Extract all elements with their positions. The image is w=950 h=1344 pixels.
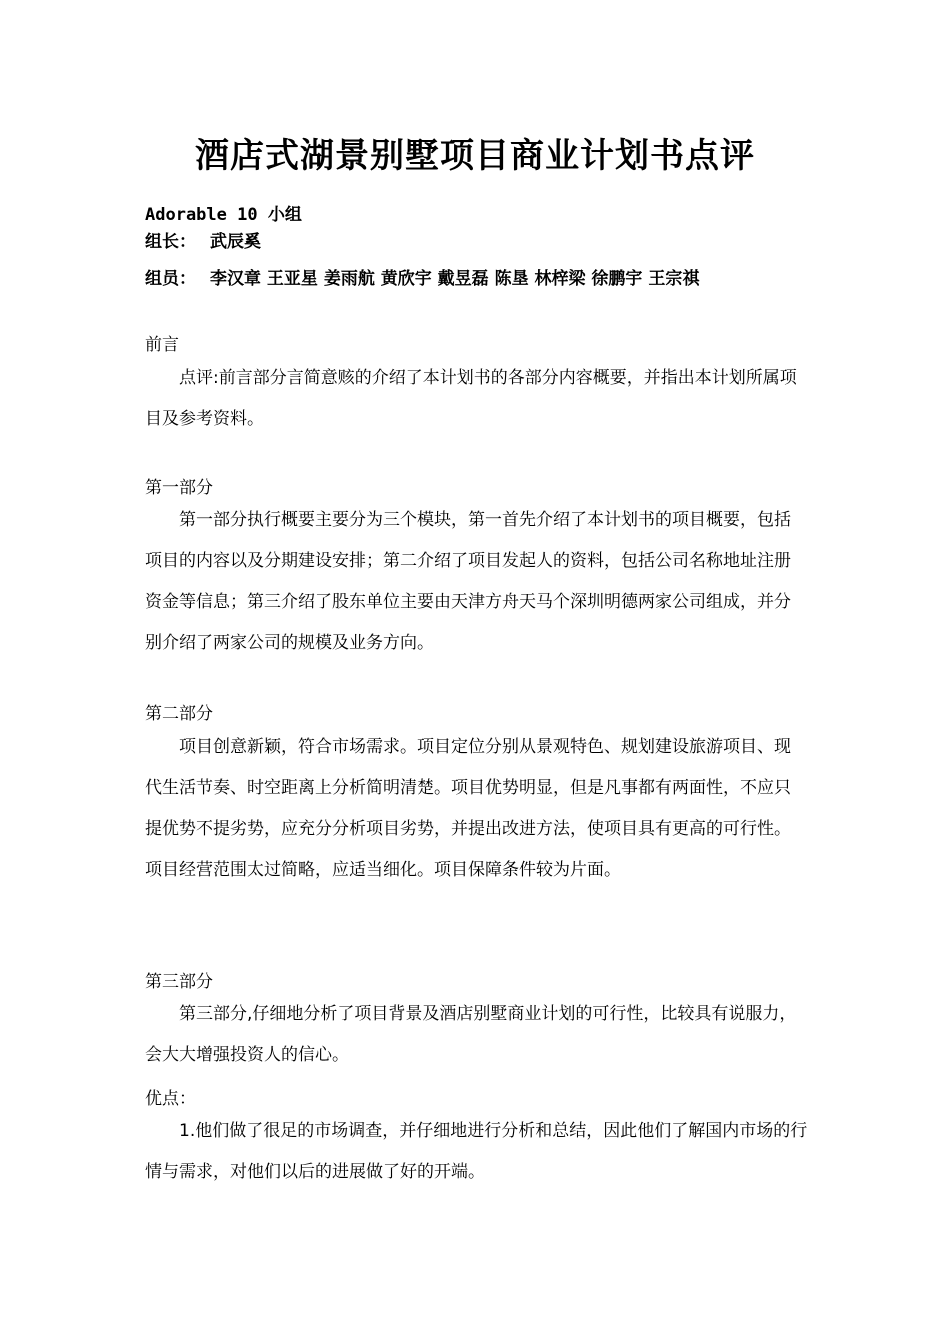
group-name-text: Adorable 10 小组 (145, 205, 302, 225)
section-text-preface: 点评:前言部分言简意赅的介绍了本计划书的各部分内容概要，并指出本计划所属项目及参考资料。 (145, 368, 797, 429)
section-heading-part1: 第一部分 (145, 478, 213, 498)
members-list: 李汉章 王亚星 姜雨航 黄欣宇 戴昱磊 陈垦 林梓梁 徐鹏宇 王宗祺 (210, 269, 700, 289)
section-heading-part2: 第二部分 (145, 704, 213, 724)
document-title: 酒店式湖景别墅项目商业计划书点评 (195, 136, 755, 176)
section-heading-preface: 前言 (145, 335, 179, 355)
leader-label: 组长： (145, 232, 196, 252)
section-heading-part3: 第三部分 (145, 972, 213, 992)
group-name (145, 200, 302, 225)
section-text-part1: 第一部分执行概要主要分为三个模块，第一首先介绍了本计划书的项目概要，包括项目的内容以及分期建设安排；第二介绍了项目发起人的资料，包括公司名称地址注册资金等信息；第三介绍了股东单位主要由天津方舟天马个深圳明德两家公司组成，并分别介绍了两家公司的规模及业务方向。 (145, 510, 791, 653)
section-text-part3: 第三部分,仔细地分析了项目背景及酒店别墅商业计划的可行性，比较具有说服力，会大大增强投资人的信心。 (145, 1004, 797, 1065)
group-leader-line (145, 227, 261, 252)
leader-name: 武辰奚 (210, 232, 261, 252)
members-label: 组员： (145, 269, 196, 289)
advantages-label: 优点： (145, 1089, 196, 1109)
group-members-line (145, 264, 699, 289)
section-text-part2: 项目创意新颖，符合市场需求。项目定位分别从景观特色、规划建设旅游项目、现代生活节奏、时空距离上分析简明清楚。项目优势明显，但是凡事都有两面性，不应只提优势不提劣势，应充分分析项目劣势，并提出改进方法，使项目具有更高的可行性。项目经营范围太过简略，应适当细化。项目保障条件较为片面。 (145, 737, 791, 880)
advantage-item-1: 1.他们做了很足的市场调查，并仔细地进行分析和总结，因此他们了解国内市场的行情与需求，对他们以后的进展做了好的开端。 (145, 1121, 808, 1182)
